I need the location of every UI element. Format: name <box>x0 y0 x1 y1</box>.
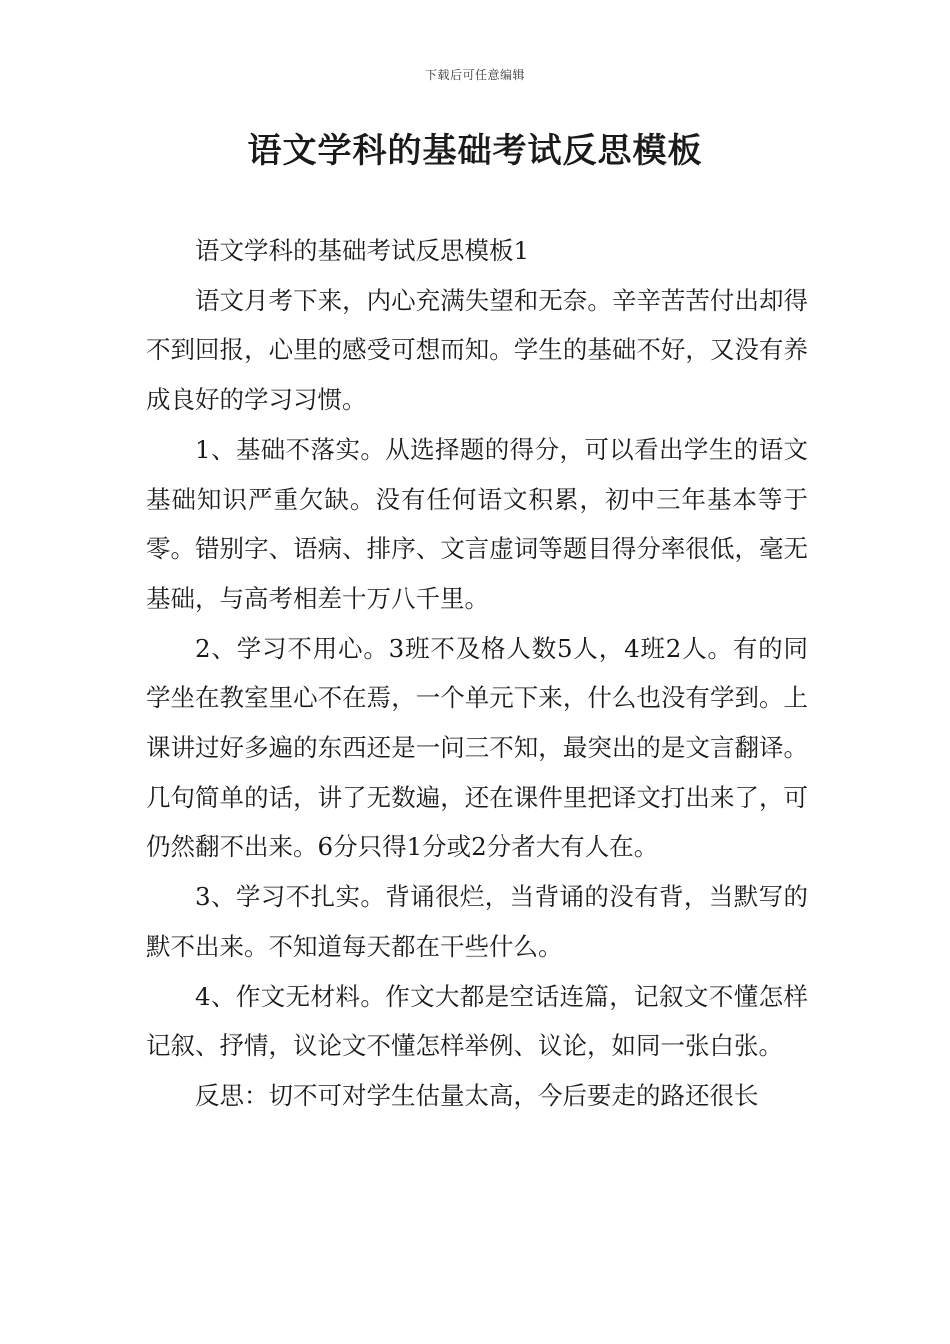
paragraph-intro: 语文月考下来，内心充满失望和无奈。辛辛苦苦付出却得不到回报，心里的感受可想而知。学生的基础不好，又没有养成良好的学习习惯。 <box>146 285 808 415</box>
page-header-note: 下载后可任意编辑 <box>424 68 525 82</box>
document-title: 语文学科的基础考试反思模板 <box>247 131 703 171</box>
paragraph-point-4: 4、作文无材料。作文大都是空话连篇，记叙文不懂怎样记叙、抒情，议论文不懂怎样举例、议论，如同一张白张。 <box>146 981 808 1061</box>
paragraph-reflection: 反思：切不可对学生估量太高，今后要走的路还很长 <box>195 1080 759 1110</box>
paragraph-subtitle: 语文学科的基础考试反思模板1 <box>195 236 530 265</box>
paragraph-point-1: 1、基础不落实。从选择题的得分，可以看出学生的语文基础知识严重欠缺。没有任何语文积累，初中三年基本等于零。错别字、语病、排序、文言虚词等题目得分率很低，毫无基础，与高考相差十万八千里。 <box>146 434 808 613</box>
paragraph-point-2: 2、学习不用心。3班不及格人数5人，4班2人。有的同学坐在教室里心不在焉，一个单元下来，什么也没有学到。上课讲过好多遍的东西还是一问三不知，最突出的是文言翻译。几句简单的话，讲了无数遍，还在课件里把译文打出来了，可仍然翻不出来。6分只得1分或2分者大有人在。 <box>146 633 808 862</box>
document-body <box>146 226 808 1121</box>
paragraph-point-3: 3、学习不扎实。背诵很烂，当背诵的没有背，当默写的默不出来。不知道每天都在干些什么。 <box>146 882 808 961</box>
